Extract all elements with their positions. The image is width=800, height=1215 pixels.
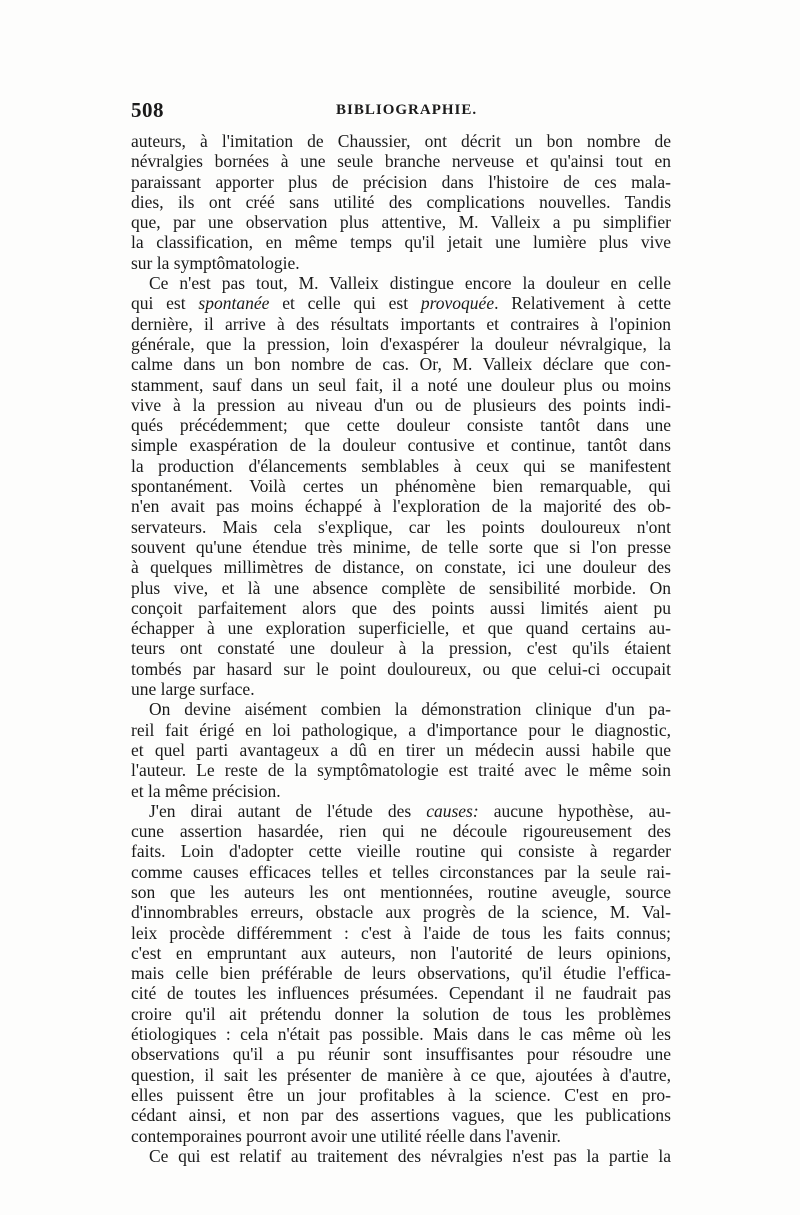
text-line: qués précédemment; que cette douleur consiste tantôt dans une <box>131 415 671 436</box>
running-title: BIBLIOGRAPHIE. <box>336 102 478 118</box>
text-line: calme dans un bon nombre de cas. Or, M. Valleix déclare que con- <box>131 354 671 375</box>
paragraph-3 <box>131 699 671 800</box>
text-line: et la même précision. <box>131 780 281 801</box>
text-line-with-italics <box>131 801 671 821</box>
text-line: une large surface. <box>131 679 255 700</box>
text-line: comme causes efficaces telles et telles circonstances par la seule rai- <box>131 861 671 882</box>
text-line: d'innombrables erreurs, obstacle aux progrès de la science, M. Val- <box>131 902 671 923</box>
page-header <box>131 98 671 128</box>
text-line: la production d'élancements semblables à ceux qui se manifestent <box>131 455 671 476</box>
text-line: sur la symptômatologie. <box>131 252 300 273</box>
text-line-with-italics <box>131 293 671 313</box>
text-line: générale, que la pression, loin d'exaspérer la douleur névralgique, la <box>131 333 671 354</box>
text-line: leix procède différemment : c'est à l'aide de tous les faits connus; <box>131 922 671 943</box>
text-line: question, il sait les présenter de manière à ce que, ajoutées à d'autre, <box>131 1064 671 1085</box>
text-line: cédant ainsi, et non par des assertions vagues, que les publications <box>131 1105 671 1126</box>
text-line: son que les auteurs les ont mentionnées, routine aveugle, source <box>131 881 671 902</box>
paragraph-5 <box>131 1146 671 1166</box>
italic-term-causes: causes: <box>426 800 479 821</box>
text-line: faits. Loin d'adopter cette vieille routine qui consiste à regarder <box>131 841 671 862</box>
text-line: observations qu'il a pu réunir sont insuffisantes pour résoudre une <box>131 1044 671 1065</box>
text-line: tombés par hasard sur le point douloureux, ou que celui-ci occupait <box>131 658 671 679</box>
text-line: cité de toutes les influences présumées. Cependant il ne faudrait pas <box>131 983 671 1004</box>
text-line: cune assertion hasardée, rien qui ne découle rigoureusement des <box>131 821 671 842</box>
text-line: Ce n'est pas tout, M. Valleix distingue encore la douleur en celle <box>149 273 671 294</box>
italic-term-spontanee: spontanée <box>198 293 270 314</box>
text-line: conçoit parfaitement alors que des points aussi limités aient pu <box>131 597 671 618</box>
text-run: qui est <box>131 293 199 314</box>
italic-term-provoquee: provoquée <box>420 293 495 314</box>
text-line: servateurs. Mais cela s'explique, car les points douloureux n'ont <box>131 516 671 537</box>
text-run: . Relativement à cette <box>494 293 671 314</box>
text-line: que, par une observation plus attentive, M. Valleix a pu simplifier <box>131 212 671 233</box>
text-line: dernière, il arrive à des résultats importants et contraires à l'opinion <box>131 313 671 334</box>
text-line: Ce qui est relatif au traitement des névralgies n'est pas la partie la <box>149 1145 671 1166</box>
text-line: c'est en empruntant aux auteurs, non l'autorité de leurs opinions, <box>131 942 671 963</box>
text-line: vive à la pression au niveau d'un ou de plusieurs des points indi- <box>131 394 671 415</box>
text-line: contemporaines pourront avoir une utilité réelle dans l'avenir. <box>131 1125 561 1146</box>
text-line: la classification, en même temps qu'il jetait une lumière plus vive <box>131 232 671 253</box>
text-line: échapper à une exploration superficielle, et que quand certains au- <box>131 618 671 639</box>
text-line: névralgies bornées à une seule branche nerveuse et qu'ainsi tout en <box>131 151 671 172</box>
paragraph-2 <box>131 273 671 699</box>
body-text <box>131 131 671 1166</box>
text-line: plus vive, et là une absence complète de sensibilité morbide. On <box>131 577 671 598</box>
text-line: stamment, sauf dans un seul fait, il a noté une douleur plus ou moins <box>131 374 671 395</box>
text-line: On devine aisément combien la démonstration clinique d'un pa- <box>149 699 671 720</box>
text-line: croire qu'il ait prétendu donner la solution de tous les problèmes <box>131 1003 671 1024</box>
text-line: n'en avait pas moins échappé à l'exploration de la majorité des ob- <box>131 496 671 517</box>
text-line: simple exaspération de la douleur contusive et continue, tantôt dans <box>131 435 671 456</box>
text-line: et quel parti avantageux a dû en tirer un médecin aussi habile que <box>131 739 671 760</box>
text-line: l'auteur. Le reste de la symptômatologie est traité avec le même soin <box>131 760 671 781</box>
text-run: J'en dirai autant de l'étude des <box>149 800 427 821</box>
paragraph-4 <box>131 801 671 1146</box>
text-line: teurs ont constaté une douleur à la pression, c'est qu'ils étaient <box>131 638 671 659</box>
paragraph-1 <box>131 131 671 273</box>
text-line: étiologiques : cela n'était pas possible. Mais dans le cas même où les <box>131 1024 671 1045</box>
text-line: mais celle bien préférable de leurs observations, qu'il étudie l'effica- <box>131 963 671 984</box>
text-line: reil fait érigé en loi pathologique, a d'importance pour le diagnostic, <box>131 719 671 740</box>
text-line: elles puissent être un jour profitables à la science. C'est en pro- <box>131 1084 671 1105</box>
text-line: souvent qu'une étendue très minime, de telle sorte que si l'on presse <box>131 536 671 557</box>
text-run: et celle qui est <box>269 293 421 314</box>
page-number: 508 <box>131 98 164 122</box>
text-run: aucune hypothèse, au- <box>478 800 671 821</box>
text-line: paraissant apporter plus de précision dans l'histoire de ces mala- <box>131 171 671 192</box>
text-line: spontanément. Voilà certes un phénomène bien remarquable, qui <box>131 476 671 497</box>
text-line: dies, ils ont créé sans utilité des complications nouvelles. Tandis <box>131 191 671 212</box>
text-line: auteurs, à l'imitation de Chaussier, ont décrit un bon nombre de <box>131 131 671 151</box>
text-line: à quelques millimètres de distance, on constate, ici une douleur des <box>131 557 671 578</box>
